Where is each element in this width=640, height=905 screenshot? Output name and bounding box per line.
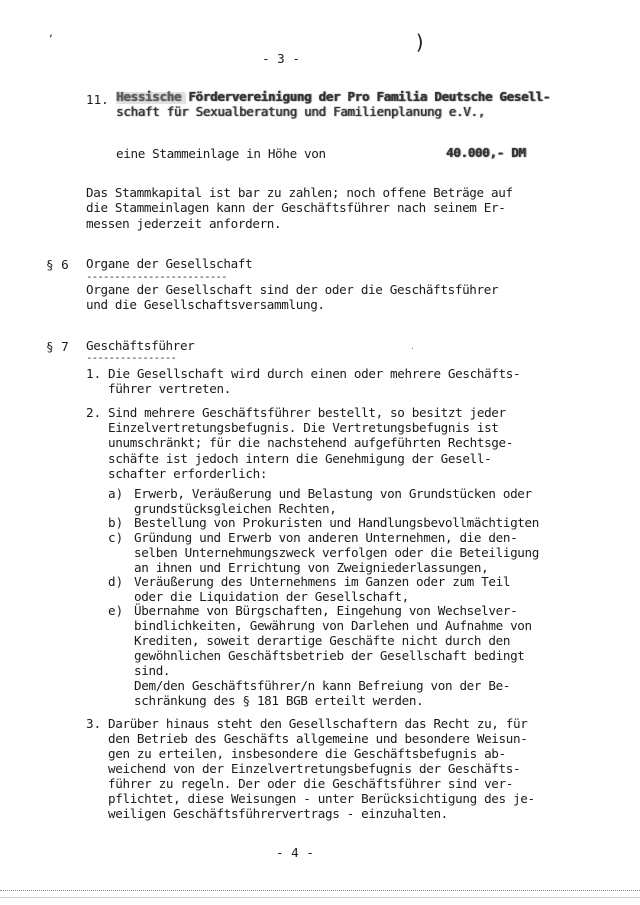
scan-edge-line [0, 890, 640, 891]
section-7-underline: ---------------- [86, 351, 176, 364]
item-1-number: 1. [86, 366, 102, 381]
section-11-line-1: Hessische Fördervereinigung der Pro Familia Deutsche Gesell- [116, 89, 550, 104]
section-6-body: Organe der Gesellschaft sind der oder die Geschäftsführer [86, 282, 499, 297]
page-number-bottom: - 4 - [276, 845, 314, 860]
item-2-line: unumschränkt; für die nachstehend aufgeführten Rechtsge- [108, 435, 513, 450]
subitem-a-letter: a) [108, 486, 124, 501]
subitem-e-line: Krediten, soweit derartige Geschäfte nicht durch den [134, 633, 511, 648]
section-6-number: § 6 [46, 257, 69, 272]
subitem-b-letter: b) [108, 515, 124, 530]
subitem-c-line: Gründung und Erwerb von anderen Unternehmen, die den- [134, 530, 518, 545]
scan-dot: . [410, 342, 415, 351]
item-1-line: Die Gesellschaft wird durch einen oder mehrere Geschäfts- [108, 366, 521, 381]
item-3-line: den Betrieb des Geschäfts allgemeine und besondere Weisun- [108, 731, 528, 746]
item-3-line: weiligen Geschäftsführervertrags - einzuhalten. [108, 806, 448, 821]
item-2-line: schafter erforderlich: [108, 466, 268, 481]
section-7-title: Geschäftsführer [86, 338, 195, 353]
section-11-number: 11. [86, 92, 109, 107]
contribution-label: eine Stammeinlage in Höhe von [116, 146, 326, 161]
subitem-e-line: schränkung des § 181 BGB erteilt werden. [134, 693, 424, 708]
subitem-e-line: Übernahme von Bürgschaften, Eingehung von Wechselver- [134, 603, 518, 618]
subitem-c-letter: c) [108, 530, 124, 545]
item-2-number: 2. [86, 405, 102, 420]
item-2-line: Sind mehrere Geschäftsführer bestellt, so besitzt jeder [108, 405, 506, 420]
subitem-e-line: gewöhnlichen Geschäftsbetrieb der Gesellschaft bedingt [134, 648, 525, 663]
item-2-line: Einzelvertretungsbefugnis. Die Vertretungsbefugnis ist [108, 420, 499, 435]
contribution-amount: 40.000,- DM [446, 145, 526, 160]
subitem-a-line: Erwerb, Veräußerung und Belastung von Grundstücken oder [134, 486, 532, 501]
subitem-c-line: an ihnen und Errichtung von Zweigniederlassungen, [134, 560, 489, 575]
item-3-line: weichend von der Einzelvertretungsbefugnis der Geschäfts- [108, 761, 521, 776]
subitem-d-letter: d) [108, 574, 124, 589]
subitem-e-line: sind. [134, 663, 171, 678]
subitem-b-line: Bestellung von Prokuristen und Handlungsbevollmächtigten [134, 515, 539, 530]
subitem-d-line: oder die Liquidation der Gesellschaft, [134, 589, 409, 604]
item-3-line: führer zu regeln. Der oder die Geschäftsführer sind ver- [108, 776, 513, 791]
capital-line: die Stammeinlagen kann der Geschäftsführer nach seinem Er- [86, 200, 506, 215]
scan-mark-right: ) [414, 30, 427, 54]
section-6-underline: ------------------------- [86, 270, 227, 283]
item-2-line: schäfte ist jedoch intern die Genehmigung der Gesell- [108, 451, 492, 466]
subitem-e-letter: e) [108, 603, 124, 618]
stamp-smudge [116, 92, 186, 104]
subitem-e-line: Dem/den Geschäftsführer/n kann Befreiung von der Be- [134, 678, 511, 693]
page-number-top: - 3 - [262, 51, 300, 66]
capital-line: messen jederzeit anfordern. [86, 216, 282, 231]
item-3-line: pflichtet, diese Weisungen - unter Berücksichtigung des je- [108, 791, 535, 806]
subitem-d-line: Veräußerung des Unternehmens im Ganzen oder zum Teil [134, 574, 511, 589]
subitem-c-line: selben Unternehmungszweck verfolgen oder die Beteiligung [134, 545, 539, 560]
section-6-body: und die Gesellschaftsversammlung. [86, 297, 325, 312]
item-3-line: Darüber hinaus steht den Gesellschaftern das Recht zu, für [108, 716, 528, 731]
section-7-number: § 7 [46, 339, 69, 354]
item-3-number: 3. [86, 716, 102, 731]
item-1-line: führer vertreten. [108, 381, 231, 396]
capital-line: Das Stammkapital ist bar zu zahlen; noch offene Beträge auf [86, 185, 513, 200]
subitem-a-line: grundstücksgleichen Rechten, [134, 501, 337, 516]
section-11-line-2: schaft für Sexualberatung und Familienplanung e.V., [116, 104, 485, 119]
subitem-e-line: bindlichkeiten, Gewährung von Darlehen und Aufnahme von [134, 618, 532, 633]
scan-mark-left: , [48, 28, 55, 39]
section-6-title: Organe der Gesellschaft [86, 256, 253, 271]
item-3-line: gen zu erteilen, insbesondere die Geschäftsbefugnis ab- [108, 746, 506, 761]
scan-edge-line [0, 897, 640, 898]
